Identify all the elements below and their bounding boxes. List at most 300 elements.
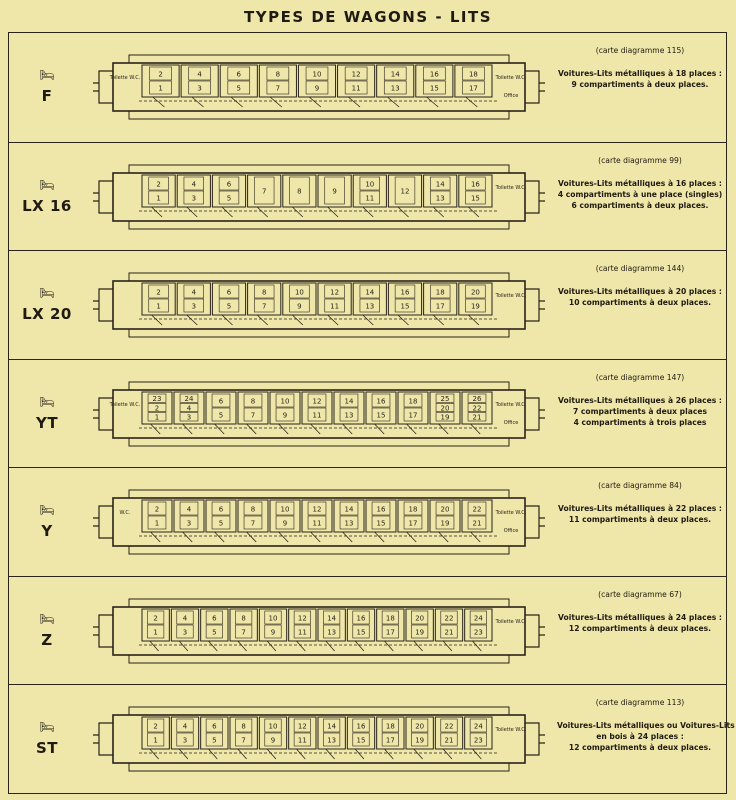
- compartment-door: [151, 424, 161, 434]
- compartment-door: [238, 641, 247, 651]
- berth-number: 7: [261, 186, 267, 195]
- compartment-door: [231, 97, 243, 107]
- bed-icon: 🛏: [39, 286, 55, 300]
- compartment-door: [355, 641, 364, 651]
- berth-number: 3: [182, 627, 188, 636]
- compartment: [465, 717, 492, 759]
- berth-number: 12: [312, 396, 322, 405]
- berth-number: 3: [182, 736, 188, 745]
- berth-number: 2: [153, 722, 158, 731]
- diagram-reference: (carte diagramme 113): [595, 698, 685, 707]
- wagon-plan-svg: [89, 587, 549, 675]
- compartment-door: [311, 532, 321, 542]
- berth-number: 11: [312, 519, 322, 528]
- wagon-row: [9, 142, 726, 251]
- berth-number: 10: [312, 70, 322, 79]
- berth-number: 11: [297, 736, 307, 745]
- compartment-door: [208, 749, 217, 759]
- wagon-code-label: ST: [35, 739, 59, 757]
- berth-number: 13: [344, 410, 354, 419]
- berth-number: 8: [261, 288, 267, 297]
- compartment-door: [443, 641, 452, 651]
- berth-number: 15: [376, 519, 386, 528]
- berth-number: 5: [212, 627, 217, 636]
- description-line: Voitures-Lits métalliques à 22 places :: [558, 504, 722, 513]
- compartment-door: [398, 207, 409, 217]
- compartment-door: [375, 424, 385, 434]
- description-line: Voitures-Lits métalliques à 20 places :: [558, 287, 722, 296]
- berth-number: 13: [327, 627, 337, 636]
- berth-number: 19: [415, 736, 425, 745]
- wagon-plan: [89, 695, 549, 783]
- right-end-vestibule: [525, 398, 545, 430]
- wagon-plan: [89, 43, 549, 131]
- berth-number: 23: [473, 627, 483, 636]
- description-line: Voitures-Lits métalliques à 18 places :: [558, 69, 722, 78]
- berth-number: 7: [241, 627, 246, 636]
- compartment-door: [153, 97, 165, 107]
- berth-number: 12: [330, 288, 340, 297]
- wagon-code: [17, 685, 77, 793]
- page-title: TYPES DE WAGONS - LITS: [243, 8, 493, 26]
- compartment-door: [267, 749, 276, 759]
- berth-number: 17: [408, 410, 418, 419]
- left-end-vestibule: [93, 615, 113, 647]
- compartment-door: [466, 97, 478, 107]
- compartment-door: [222, 207, 233, 217]
- wagon-code: [17, 577, 77, 685]
- compartment-door: [384, 749, 393, 759]
- berth-number: 14: [390, 70, 400, 79]
- berth-number: 7: [261, 302, 267, 311]
- compartment-door: [433, 207, 444, 217]
- compartment-door: [151, 532, 161, 542]
- wagon-code: [17, 360, 77, 468]
- berth-number: 11: [312, 410, 322, 419]
- wagon-code-label: Z: [41, 630, 53, 649]
- berth-number: 9: [332, 186, 337, 195]
- berth-number: 13: [435, 193, 445, 202]
- berth-number: 20: [415, 613, 425, 622]
- berth-number: 4: [191, 288, 197, 297]
- berth-number: 13: [390, 84, 400, 93]
- berth-number: 18: [385, 613, 395, 622]
- berth-number: 4: [191, 179, 197, 188]
- diagram-reference: (carte diagramme 84): [598, 481, 682, 490]
- compartment-door: [192, 97, 204, 107]
- berth-number: 5: [218, 519, 224, 528]
- office-label: Office: [503, 528, 519, 534]
- compartment-door: [279, 424, 289, 434]
- wagon-code-label: LX 20: [22, 305, 72, 323]
- berth-number: 22: [444, 613, 454, 622]
- wagon-plan: [89, 153, 549, 241]
- bed-icon: 🛏: [39, 68, 55, 82]
- wagon-plan-svg: [89, 695, 549, 783]
- compartment-door: [183, 424, 193, 434]
- wagon-description: [557, 263, 723, 308]
- wagon-plan-svg: [89, 43, 549, 131]
- wagon-plan-svg: [89, 153, 549, 241]
- wagon-description: [557, 45, 723, 90]
- berth-number: 16: [356, 722, 366, 731]
- berth-number: 10: [268, 722, 278, 731]
- compartment-door: [267, 641, 276, 651]
- berth-number: 5: [226, 302, 232, 311]
- berth-number: 12: [297, 722, 307, 731]
- compartment-door: [179, 641, 188, 651]
- berth-number: 15: [429, 84, 439, 93]
- compartment-door: [414, 641, 423, 651]
- compartment-door: [326, 749, 335, 759]
- compartment-door: [257, 315, 268, 325]
- compartment-door: [326, 641, 335, 651]
- description-line: Voitures-Lits métalliques à 24 places :: [558, 612, 722, 622]
- compartment-door: [215, 424, 225, 434]
- berth-number: 14: [344, 505, 354, 514]
- berth-number: 12: [351, 70, 361, 79]
- right-end-label: Toilette W.C.: [495, 184, 527, 191]
- compartment-door: [407, 532, 417, 542]
- berth-number: 14: [344, 396, 354, 405]
- berth-number: 6: [218, 396, 224, 405]
- compartment-door: [363, 315, 374, 325]
- berth-number: 16: [356, 613, 366, 622]
- compartment-door: [152, 315, 163, 325]
- berth-number: 16: [376, 505, 386, 514]
- berth-number: 18: [408, 505, 418, 514]
- compartment-door: [433, 315, 444, 325]
- wagon-plan: [89, 478, 549, 566]
- wagon-description: [557, 372, 723, 428]
- berth-number: 10: [294, 288, 304, 297]
- compartment-door: [208, 641, 217, 651]
- wagon-code-label: Y: [41, 522, 53, 540]
- wagon-code-label: LX 16: [22, 196, 72, 215]
- left-end-vestibule: [93, 506, 113, 538]
- wagon-code: [17, 143, 77, 251]
- berth-number: 2: [154, 505, 160, 514]
- berth-number: 19: [415, 627, 425, 636]
- description-line: 9 compartiments à deux places.: [571, 80, 709, 89]
- berth-number: 17: [385, 627, 395, 636]
- berth-number: 16: [429, 70, 439, 79]
- description-line: 7 compartiments à deux places: [573, 406, 707, 416]
- compartment-door: [398, 315, 409, 325]
- berth-number: 9: [314, 84, 320, 93]
- compartment: [238, 500, 268, 542]
- diagram-reference: (carte diagramme 144): [595, 264, 685, 273]
- berth-number: 8: [275, 70, 281, 79]
- berth-number: 7: [250, 410, 256, 419]
- compartment-door: [375, 532, 385, 542]
- berth-number: 15: [356, 627, 366, 636]
- description-line: 6 compartiments à deux places.: [571, 200, 709, 210]
- berth-number: 7: [241, 736, 246, 745]
- berth-number: 3: [186, 519, 192, 528]
- berth-number: 24: [184, 394, 194, 403]
- right-end-label: Toilette W.C.: [495, 75, 527, 81]
- berth-number: 21: [444, 627, 454, 636]
- berth-number: 12: [297, 613, 307, 622]
- compartment-door: [328, 207, 339, 217]
- description-line: 4 compartiments à trois places: [573, 417, 707, 427]
- berth-number: 2: [153, 613, 158, 622]
- compartment-door: [152, 207, 163, 217]
- wagon-description: [557, 697, 735, 753]
- compartment-door: [414, 749, 423, 759]
- berth-number: 16: [376, 396, 386, 405]
- berth-number: 15: [470, 193, 480, 202]
- berth-number: 5: [212, 736, 217, 745]
- wagon-types-table: [8, 32, 735, 794]
- berth-number: 17: [468, 84, 478, 93]
- berth-number: 9: [297, 302, 302, 311]
- berth-number: 24: [473, 722, 483, 731]
- compartment-door: [439, 532, 449, 542]
- left-end-label: W.C.: [119, 510, 131, 516]
- description-line: 12 compartiments à deux places.: [568, 623, 712, 633]
- compartment-door: [387, 97, 399, 107]
- left-end-vestibule: [93, 723, 113, 755]
- description-line: Voitures-Lits métalliques à 26 places :: [558, 395, 722, 405]
- wagon-description: [557, 155, 723, 211]
- wagon-plan: [89, 587, 549, 675]
- berth-number: 8: [250, 396, 256, 405]
- berth-number: 2: [156, 288, 161, 297]
- berth-number: 7: [275, 84, 281, 93]
- berth-number: 14: [365, 288, 375, 297]
- berth-number: 1: [154, 519, 160, 528]
- berth-number: 14: [327, 722, 337, 731]
- berth-number: 3: [197, 84, 202, 93]
- wagon-row: [9, 684, 735, 793]
- berth-number: 15: [376, 410, 386, 419]
- wagon-row: [9, 33, 726, 141]
- description-line: 10 compartiments à deux places.: [568, 298, 712, 307]
- compartment: [259, 609, 286, 651]
- compartment-door: [187, 315, 198, 325]
- compartment: [259, 717, 286, 759]
- compartment-door: [215, 532, 225, 542]
- berth-number: 15: [400, 302, 410, 311]
- wagon-plan: [89, 370, 549, 458]
- berth-number: 5: [236, 84, 242, 93]
- wagon-code-label: F: [41, 87, 53, 105]
- right-end-vestibule: [525, 615, 545, 647]
- bed-icon: 🛏: [39, 394, 55, 409]
- berth-number: 18: [408, 396, 418, 405]
- compartment-door: [348, 97, 360, 107]
- compartment-door: [150, 641, 159, 651]
- berth-number: 6: [218, 505, 224, 514]
- description-line: 11 compartiments à deux places.: [568, 515, 712, 524]
- berth-number: 22: [444, 722, 454, 731]
- compartment-door: [296, 749, 305, 759]
- berth-number: 17: [385, 736, 395, 745]
- diagram-reference: (carte diagramme 67): [598, 589, 682, 599]
- right-end-label: Toilette W.C.: [495, 618, 527, 625]
- compartment-door: [279, 532, 289, 542]
- compartment-door: [427, 97, 439, 107]
- compartment-door: [343, 532, 353, 542]
- berth-number: 8: [241, 722, 246, 731]
- berth-number: 13: [327, 736, 337, 745]
- berth-number: 25: [440, 394, 450, 403]
- berth-number: 8: [250, 505, 256, 514]
- wagon-code-label: YT: [35, 413, 59, 432]
- wagon-row: [9, 359, 726, 468]
- office-label: Office: [503, 419, 519, 426]
- compartment-door: [472, 749, 481, 759]
- berth-number: 18: [385, 722, 395, 731]
- berth-number: 18: [435, 288, 445, 297]
- compartment: [238, 392, 268, 434]
- berth-number: 11: [365, 193, 375, 202]
- wagon-code: [17, 251, 77, 359]
- berth-number: 3: [191, 302, 197, 311]
- left-end-label: Toilette W.C.: [109, 75, 141, 81]
- compartment-door: [443, 749, 452, 759]
- berth-number: 20: [470, 288, 480, 297]
- compartment-door: [179, 749, 188, 759]
- berth-number: 10: [268, 613, 278, 622]
- berth-number: 5: [218, 410, 224, 419]
- compartment-door: [355, 749, 364, 759]
- diagram-reference: (carte diagramme 115): [595, 46, 685, 55]
- compartment-door: [292, 207, 303, 217]
- berth-number: 1: [153, 736, 158, 745]
- right-end-label: Toilette W.C.: [495, 293, 527, 299]
- wagon-row: [9, 576, 726, 685]
- berth-number: 22: [472, 403, 482, 412]
- wagon-plan-svg: [89, 478, 549, 566]
- compartment-door: [471, 424, 481, 434]
- berth-number: 9: [282, 519, 288, 528]
- wagon-plan-svg: [89, 370, 549, 458]
- berth-number: 18: [468, 70, 478, 79]
- berth-number: 1: [154, 413, 160, 422]
- description-line: 4 compartiments à une place (singles): [557, 189, 723, 199]
- compartment-door: [257, 207, 268, 217]
- berth-number: 5: [226, 193, 232, 202]
- compartment-door: [150, 749, 159, 759]
- compartment-door: [187, 207, 198, 217]
- berth-number: 8: [241, 613, 246, 622]
- berth-number: 6: [212, 722, 217, 731]
- right-end-label: Toilette W.C.: [495, 510, 527, 516]
- wagon-code: [17, 468, 77, 576]
- compartment-door: [472, 641, 481, 651]
- wagon-description: [557, 480, 723, 525]
- wagon-body: [113, 715, 525, 763]
- berth-number: 10: [365, 179, 375, 188]
- berth-number: 24: [473, 613, 483, 622]
- left-end-vestibule: [93, 181, 113, 213]
- berth-number: 26: [472, 394, 482, 403]
- berth-number: 12: [400, 186, 410, 195]
- berth-number: 10: [280, 396, 290, 405]
- wagon-plan-svg: [89, 261, 549, 349]
- berth-number: 19: [440, 413, 450, 422]
- berth-number: 6: [236, 70, 242, 79]
- bed-icon: 🛏: [39, 503, 55, 517]
- compartment-door: [471, 532, 481, 542]
- right-end-vestibule: [525, 289, 545, 321]
- berth-number: 19: [440, 519, 450, 528]
- compartment-door: [292, 315, 303, 325]
- berth-number: 13: [344, 519, 354, 528]
- berth-number: 20: [440, 403, 450, 412]
- compartment: [465, 609, 492, 651]
- wagon-row: [9, 467, 726, 576]
- berth-number: 4: [186, 403, 192, 412]
- description-line: en bois à 24 places :: [596, 732, 684, 741]
- left-end-vestibule: [93, 289, 113, 321]
- berth-number: 4: [186, 505, 192, 514]
- compartment-door: [296, 641, 305, 651]
- berth-number: 1: [156, 193, 161, 202]
- berth-number: 2: [158, 70, 163, 79]
- wagon-plan: [89, 261, 549, 349]
- bed-icon: 🛏: [39, 177, 55, 192]
- wagon-body: [113, 607, 525, 655]
- right-end-label: Toilette W.C.: [495, 401, 527, 408]
- berth-number: 11: [330, 302, 340, 311]
- berth-number: 4: [182, 613, 188, 622]
- wagon-description: [557, 589, 723, 634]
- berth-number: 23: [152, 394, 162, 403]
- berth-number: 14: [435, 179, 445, 188]
- berth-number: 3: [191, 193, 197, 202]
- left-end-label: Toilette W.C.: [109, 401, 141, 408]
- berth-number: 20: [415, 722, 425, 731]
- berth-number: 21: [444, 736, 454, 745]
- wagon-code: [17, 33, 77, 141]
- berth-number: 9: [270, 736, 276, 745]
- compartment-door: [384, 641, 393, 651]
- wagon-row: [9, 250, 726, 359]
- berth-number: 4: [197, 70, 202, 79]
- compartment-door: [328, 315, 339, 325]
- berth-number: 19: [470, 302, 480, 311]
- description-line: Voitures-Lits métalliques ou Voitures-Lits: [557, 721, 735, 730]
- berth-number: 21: [472, 519, 482, 528]
- diagram-reference: (carte diagramme 147): [595, 372, 685, 382]
- berth-number: 11: [351, 84, 361, 93]
- berth-number: 16: [470, 179, 480, 188]
- compartment-door: [468, 207, 479, 217]
- bed-icon: 🛏: [39, 611, 55, 626]
- berth-number: 3: [186, 413, 192, 422]
- compartment-door: [222, 315, 233, 325]
- berth-number: 9: [282, 410, 288, 419]
- office-label: Office: [503, 93, 519, 99]
- berth-number: 23: [473, 736, 483, 745]
- right-end-vestibule: [525, 71, 545, 103]
- berth-number: 1: [156, 302, 161, 311]
- right-end-vestibule: [525, 506, 545, 538]
- berth-number: 8: [297, 186, 302, 195]
- description-line: 12 compartiments à deux places.: [568, 743, 712, 752]
- compartment-door: [183, 532, 193, 542]
- compartment-door: [270, 97, 282, 107]
- right-end-vestibule: [525, 181, 545, 213]
- compartment-door: [247, 424, 257, 434]
- berth-number: 7: [250, 519, 256, 528]
- berth-number: 16: [400, 288, 410, 297]
- compartment: [398, 500, 428, 542]
